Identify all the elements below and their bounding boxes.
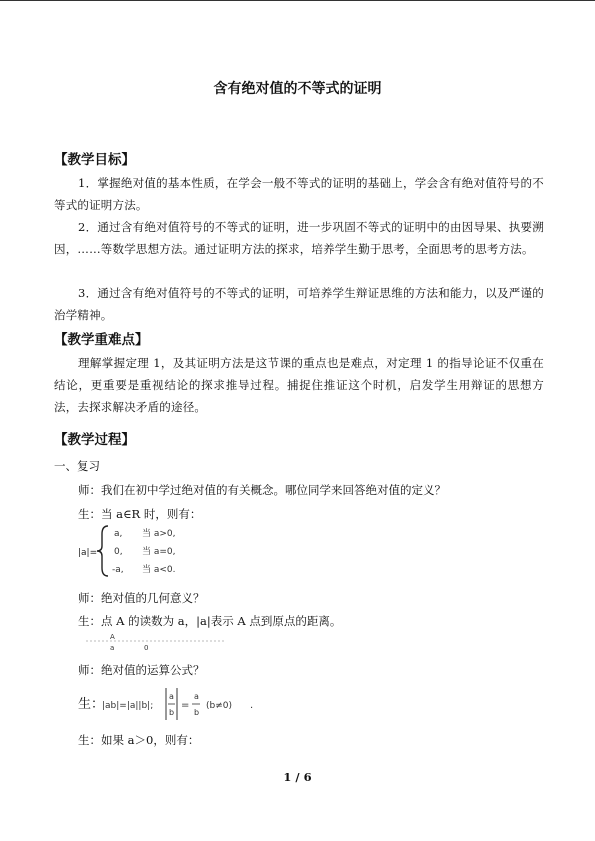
ops-prefix: 生： [78, 697, 105, 712]
abs-operations-formula [78, 684, 268, 724]
formula-end: . [250, 700, 254, 711]
key-paragraph: 理解掌握定理 1，及其证明方法是这节课的重点也是难点，对定理 1 的指导论证不仅重在结论，更重要是重视结论的探求推导过程。捕捉住推证这个时机，启发学生用辩证的思想方法，去探求解决矛盾的途径。 [54, 356, 544, 414]
case-cond-3: 当 a<0. [142, 565, 176, 575]
process-heading: 【教学过程】 [54, 432, 135, 448]
quotient-lhs-den: b [169, 708, 175, 717]
abs-definition-formula [78, 522, 218, 580]
left-brace [97, 526, 108, 576]
student-line-1: 生：当 a∈R 时，则有： [78, 507, 202, 521]
goals-heading: 【教学目标】 [54, 152, 135, 168]
teacher-line-1: 师：我们在初中学过绝对值的有关概念。哪位同学来回答绝对值的定义？ [78, 483, 446, 497]
case-cond-2: 当 a=0, [142, 547, 176, 557]
case-value-2: 0, [114, 547, 123, 557]
page-number: 1 / 6 [283, 770, 312, 784]
number-line-figure [86, 628, 226, 654]
quotient-condition: (b≠0) [206, 701, 233, 711]
review-label: 一、复习 [54, 459, 100, 473]
case-value-3: -a, [112, 565, 124, 575]
teacher-line-2: 师：绝对值的几何意义？ [78, 591, 205, 605]
quotient-lhs-num: a [169, 692, 174, 701]
key-heading: 【教学重难点】 [54, 332, 149, 348]
quotient-equals: = [181, 700, 190, 711]
point-a-value: a [110, 644, 115, 652]
goal-1: 1．掌握绝对值的基本性质，在学会一般不等式的证明的基础上，学会含有绝对值符号的不等式的证明方法。 [54, 176, 544, 212]
quotient-rhs-num: a [194, 692, 199, 701]
origin-label: 0 [144, 644, 149, 652]
case-value-1: a, [114, 529, 123, 539]
case-cond-1: 当 a>0, [142, 529, 176, 539]
teacher-line-3: 师：绝对值的运算公式？ [78, 663, 205, 677]
top-border [0, 0, 595, 1]
point-a-label: A [110, 633, 115, 641]
quotient-rhs-den: b [194, 708, 200, 717]
student-line-2: 生：点 A 的读数为 a，|a|表示 A 点到原点的距离。 [78, 614, 342, 628]
ops-product: |ab|=|a||b|; [102, 701, 154, 711]
goal-2: 2．通过含有绝对值符号的不等式的证明，进一步巩固不等式的证明中的由因导果、执要溯因，……等数学思想方法。通过证明方法的探求，培养学生勤于思考，全面思考的思考方法。 [54, 220, 544, 256]
student-line-4: 生：如果 a＞0，则有： [78, 733, 200, 747]
abs-lhs: |a|= [78, 548, 98, 558]
goal-3: 3．通过含有绝对值符号的不等式的证明，可培养学生辩证思维的方法和能力，以及严谨的治学精神。 [54, 286, 544, 322]
page-title: 含有绝对值的不等式的证明 [213, 81, 382, 97]
